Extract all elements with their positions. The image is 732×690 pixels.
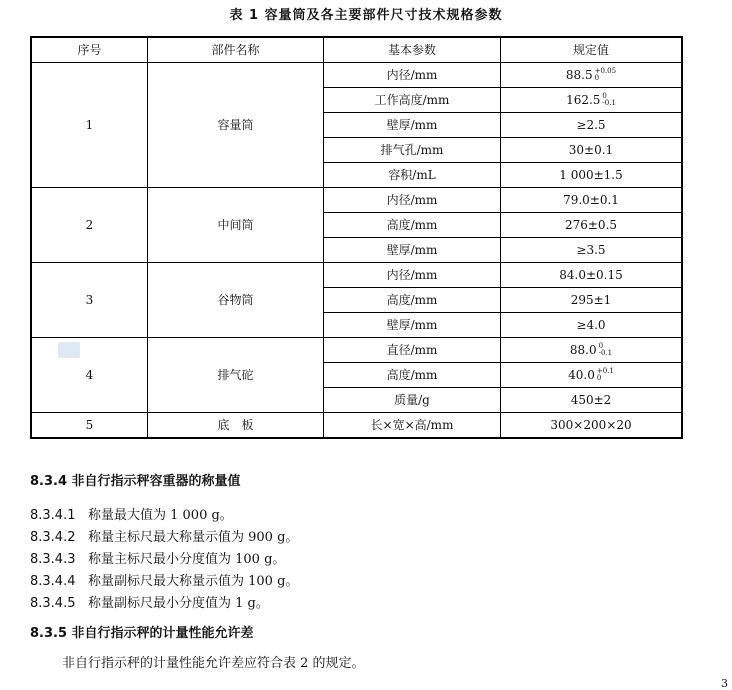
list-item xyxy=(30,504,233,523)
header-no: 序号 xyxy=(31,37,148,63)
watermark-stamp xyxy=(58,342,80,358)
tolerance xyxy=(599,343,613,357)
cell-parameter: 内径/mm xyxy=(324,63,501,88)
item-text: 称量副标尺最小分度值为 1 g。 xyxy=(88,596,269,611)
list-item xyxy=(30,592,269,611)
cell-value xyxy=(501,113,683,138)
tolerance-upper: 0 xyxy=(598,341,604,350)
tolerance-lower: -0.1 xyxy=(602,98,616,107)
cell-value xyxy=(501,388,683,413)
tolerance xyxy=(595,68,616,82)
item-text: 称量主标尺最大称量示值为 900 g。 xyxy=(88,530,299,545)
cell-value xyxy=(501,63,683,88)
value-text: 84.0±0.15 xyxy=(559,268,623,282)
table-row xyxy=(31,63,682,88)
table-row xyxy=(31,188,682,213)
cell-parameter: 工作高度/mm xyxy=(324,88,501,113)
value-text: ≥4.0 xyxy=(576,318,606,332)
cell-parameter: 壁厚/mm xyxy=(324,238,501,263)
table-row xyxy=(31,263,682,288)
tolerance-lower: 0 xyxy=(594,73,600,82)
cell-part-name: 底 板 xyxy=(148,413,324,439)
cell-value xyxy=(501,413,683,439)
value-text: ≥2.5 xyxy=(576,118,606,132)
item-number: 8.3.4.3 xyxy=(30,552,76,567)
value-text: 40.0 xyxy=(568,368,595,382)
table-caption: 表 1 容量筒及各主要部件尺寸技术规格参数 xyxy=(229,8,503,23)
cell-no: 2 xyxy=(31,188,148,263)
item-text: 称量副标尺最大称量示值为 100 g。 xyxy=(88,574,299,589)
value-text: 295±1 xyxy=(570,293,612,307)
section-heading-835: 8.3.5 非自行指示秤的计量性能允许差 xyxy=(30,626,254,641)
item-number: 8.3.4.2 xyxy=(30,530,76,545)
page-number: 3 xyxy=(721,677,728,690)
value-text: 300×200×20 xyxy=(550,418,632,432)
value-text: 30±0.1 xyxy=(568,143,614,157)
item-number: 8.3.4.1 xyxy=(30,508,76,523)
cell-no: 4 xyxy=(31,338,148,413)
value-text: 1 000±1.5 xyxy=(559,168,623,182)
cell-parameter: 直径/mm xyxy=(324,338,501,363)
cell-parameter: 容积/mL xyxy=(324,163,501,188)
cell-parameter: 高度/mm xyxy=(324,288,501,313)
cell-parameter: 内径/mm xyxy=(324,188,501,213)
cell-value xyxy=(501,163,683,188)
cell-parameter: 壁厚/mm xyxy=(324,313,501,338)
cell-part-name: 谷物筒 xyxy=(148,263,324,338)
cell-part-name: 排气砣 xyxy=(148,338,324,413)
cell-part-name: 中间筒 xyxy=(148,188,324,263)
cell-value xyxy=(501,88,683,113)
tolerance-upper: 0 xyxy=(602,91,607,100)
list-item xyxy=(30,570,298,589)
item-number: 8.3.4.5 xyxy=(30,596,76,611)
cell-value xyxy=(501,338,683,363)
cell-value xyxy=(501,363,683,388)
list-item xyxy=(30,526,298,545)
cell-parameter: 壁厚/mm xyxy=(324,113,501,138)
cell-parameter: 排气孔/mm xyxy=(324,138,501,163)
list-item xyxy=(30,548,285,567)
header-parameter: 基本参数 xyxy=(324,37,501,63)
value-text: 79.0±0.1 xyxy=(563,193,619,207)
table-row xyxy=(31,338,682,363)
tolerance-lower: 0 xyxy=(596,373,602,382)
item-number: 8.3.4.4 xyxy=(30,574,76,589)
header-specified-value: 规定值 xyxy=(501,37,683,63)
cell-parameter: 高度/mm xyxy=(324,213,501,238)
cell-parameter: 质量/g xyxy=(324,388,501,413)
value-text: 162.5 xyxy=(566,93,601,107)
spec-table xyxy=(30,36,683,439)
tolerance-lower: -0.1 xyxy=(598,348,613,357)
table-row xyxy=(31,413,682,439)
cell-value xyxy=(501,188,683,213)
tolerance xyxy=(597,368,614,382)
cell-parameter: 内径/mm xyxy=(324,263,501,288)
value-text: 276±0.5 xyxy=(564,218,618,232)
value-text: 88.0 xyxy=(569,343,597,357)
item-text: 称量主标尺最小分度值为 100 g。 xyxy=(88,552,286,567)
cell-value xyxy=(501,138,683,163)
cell-parameter: 长×宽×高/mm xyxy=(324,413,501,439)
tolerance xyxy=(602,93,616,107)
value-text: ≥3.5 xyxy=(576,243,606,257)
cell-value xyxy=(501,238,683,263)
header-part-name: 部件名称 xyxy=(148,37,324,63)
cell-value xyxy=(501,313,683,338)
cell-parameter: 高度/mm xyxy=(324,363,501,388)
cell-no: 3 xyxy=(31,263,148,338)
value-text: 450±2 xyxy=(570,393,612,407)
cell-no: 1 xyxy=(31,63,148,188)
cell-part-name: 容量筒 xyxy=(148,63,324,188)
cell-value xyxy=(501,288,683,313)
cell-no: 5 xyxy=(31,413,148,439)
table-header-row xyxy=(31,37,682,63)
section-heading-834: 8.3.4 非自行指示秤容重器的称量值 xyxy=(30,474,241,489)
cell-value xyxy=(501,263,683,288)
tolerance-upper: +0.1 xyxy=(596,366,614,375)
paragraph-835: 非自行指示秤的计量性能允许差应符合表 2 的规定。 xyxy=(62,656,365,671)
cell-value xyxy=(501,213,683,238)
value-text: 88.5 xyxy=(565,68,593,82)
tolerance-upper: +0.05 xyxy=(594,66,617,75)
item-text: 称量最大值为 1 000 g。 xyxy=(88,508,233,523)
